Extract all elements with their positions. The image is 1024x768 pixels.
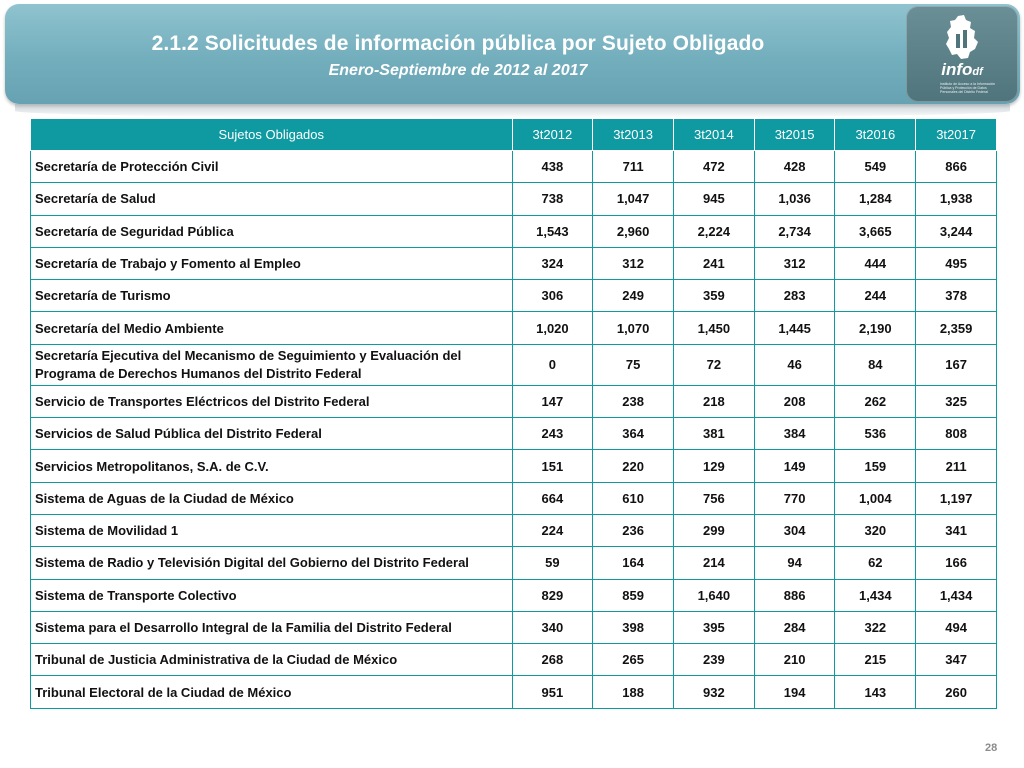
- row-value: 738: [512, 183, 593, 215]
- header-3t2014: 3t2014: [673, 119, 754, 151]
- row-value: 236: [593, 514, 674, 546]
- row-value: 2,190: [835, 312, 916, 344]
- row-value: 2,224: [673, 215, 754, 247]
- row-value: 1,020: [512, 312, 593, 344]
- row-value: 59: [512, 547, 593, 579]
- row-value: 1,070: [593, 312, 674, 344]
- row-value: 341: [916, 514, 997, 546]
- row-label: Servicios de Salud Pública del Distrito Federal: [31, 418, 513, 450]
- row-value: 265: [593, 644, 674, 676]
- row-value: 610: [593, 482, 674, 514]
- row-label: Secretaría Ejecutiva del Mecanismo de Seguimiento y Evaluación del Programa de Derechos Humanos del Distrito Federal: [31, 344, 513, 385]
- row-value: 444: [835, 247, 916, 279]
- row-value: 2,960: [593, 215, 674, 247]
- row-value: 151: [512, 450, 593, 482]
- row-value: 945: [673, 183, 754, 215]
- table-row: [31, 344, 997, 385]
- table-row: [31, 611, 997, 643]
- table-row: [31, 312, 997, 344]
- row-value: 320: [835, 514, 916, 546]
- table-row: [31, 579, 997, 611]
- row-value: 149: [754, 450, 835, 482]
- row-value: 262: [835, 385, 916, 417]
- row-label: Secretaría de Trabajo y Fomento al Empleo: [31, 247, 513, 279]
- table-body: [31, 151, 997, 709]
- row-label: Secretaría de Salud: [31, 183, 513, 215]
- row-value: 1,036: [754, 183, 835, 215]
- row-value: 1,004: [835, 482, 916, 514]
- row-value: 299: [673, 514, 754, 546]
- row-value: 188: [593, 676, 674, 708]
- row-value: 381: [673, 418, 754, 450]
- row-value: 0: [512, 344, 593, 385]
- row-value: 166: [916, 547, 997, 579]
- table-row: [31, 151, 997, 183]
- row-value: 1,640: [673, 579, 754, 611]
- row-value: 147: [512, 385, 593, 417]
- row-value: 210: [754, 644, 835, 676]
- row-label: Sistema de Radio y Televisión Digital del Gobierno del Distrito Federal: [31, 547, 513, 579]
- table-row: [31, 482, 997, 514]
- map-emblem-icon: [944, 14, 980, 60]
- table-row: [31, 676, 997, 708]
- row-value: 359: [673, 280, 754, 312]
- row-value: 322: [835, 611, 916, 643]
- row-value: 1,450: [673, 312, 754, 344]
- page-title: 2.1.2 Solicitudes de información pública por Sujeto Obligado: [151, 32, 765, 55]
- row-value: 325: [916, 385, 997, 417]
- row-value: 215: [835, 644, 916, 676]
- table-row: [31, 183, 997, 215]
- row-value: 398: [593, 611, 674, 643]
- row-value: 164: [593, 547, 674, 579]
- row-value: 2,734: [754, 215, 835, 247]
- row-label: Secretaría de Turismo: [31, 280, 513, 312]
- row-value: 347: [916, 644, 997, 676]
- row-value: 808: [916, 418, 997, 450]
- row-value: 859: [593, 579, 674, 611]
- row-value: 951: [512, 676, 593, 708]
- page-subtitle: Enero-Septiembre de 2012 al 2017: [328, 62, 588, 79]
- row-value: 2,359: [916, 312, 997, 344]
- logo-wordmark: [906, 60, 1018, 80]
- row-value: 238: [593, 385, 674, 417]
- row-value: 1,938: [916, 183, 997, 215]
- row-value: 208: [754, 385, 835, 417]
- row-value: 224: [512, 514, 593, 546]
- header-3t2017: 3t2017: [916, 119, 997, 151]
- table-header-row: [31, 119, 997, 151]
- requests-table: [30, 118, 997, 709]
- row-value: 249: [593, 280, 674, 312]
- row-value: 756: [673, 482, 754, 514]
- page-number: 28: [985, 742, 998, 754]
- table-row: [31, 247, 997, 279]
- row-value: 711: [593, 151, 674, 183]
- row-value: 549: [835, 151, 916, 183]
- header-3t2013: 3t2013: [593, 119, 674, 151]
- row-value: 241: [673, 247, 754, 279]
- logo-superscript: df: [972, 66, 983, 78]
- row-value: 268: [512, 644, 593, 676]
- row-value: 1,434: [916, 579, 997, 611]
- logo-word: info: [941, 60, 973, 79]
- row-value: 770: [754, 482, 835, 514]
- row-value: 1,047: [593, 183, 674, 215]
- header-3t2015: 3t2015: [754, 119, 835, 151]
- row-label: Tribunal Electoral de la Ciudad de México: [31, 676, 513, 708]
- row-value: 1,434: [835, 579, 916, 611]
- row-value: 829: [512, 579, 593, 611]
- row-value: 211: [916, 450, 997, 482]
- row-value: 194: [754, 676, 835, 708]
- banner-shadow: [15, 104, 1010, 118]
- row-value: 159: [835, 450, 916, 482]
- header-3t2016: 3t2016: [835, 119, 916, 151]
- row-label: Sistema de Transporte Colectivo: [31, 579, 513, 611]
- row-value: 218: [673, 385, 754, 417]
- row-value: 304: [754, 514, 835, 546]
- table-row: [31, 547, 997, 579]
- row-value: 167: [916, 344, 997, 385]
- row-value: 260: [916, 676, 997, 708]
- row-label: Sistema de Aguas de la Ciudad de México: [31, 482, 513, 514]
- row-value: 1,197: [916, 482, 997, 514]
- table-row: [31, 514, 997, 546]
- row-value: 1,543: [512, 215, 593, 247]
- infodf-logo: [906, 6, 1018, 102]
- row-label: Tribunal de Justicia Administrativa de la Ciudad de México: [31, 644, 513, 676]
- row-label: Secretaría del Medio Ambiente: [31, 312, 513, 344]
- row-label: Servicio de Transportes Eléctricos del Distrito Federal: [31, 385, 513, 417]
- row-value: 312: [593, 247, 674, 279]
- row-value: 75: [593, 344, 674, 385]
- row-value: 1,284: [835, 183, 916, 215]
- logo-caption: Instituto de Acceso a la Información Pública y Protección de Datos Personales del Distrito Federal: [940, 82, 996, 94]
- row-value: 62: [835, 547, 916, 579]
- row-label: Sistema para el Desarrollo Integral de la Familia del Distrito Federal: [31, 611, 513, 643]
- row-value: 3,244: [916, 215, 997, 247]
- row-value: 428: [754, 151, 835, 183]
- row-label: Sistema de Movilidad 1: [31, 514, 513, 546]
- row-value: 239: [673, 644, 754, 676]
- row-label: Secretaría de Seguridad Pública: [31, 215, 513, 247]
- row-value: 472: [673, 151, 754, 183]
- row-value: 324: [512, 247, 593, 279]
- row-value: 536: [835, 418, 916, 450]
- row-value: 364: [593, 418, 674, 450]
- row-value: 94: [754, 547, 835, 579]
- row-value: 214: [673, 547, 754, 579]
- row-value: 72: [673, 344, 754, 385]
- row-value: 143: [835, 676, 916, 708]
- row-value: 243: [512, 418, 593, 450]
- table-row: [31, 644, 997, 676]
- row-value: 866: [916, 151, 997, 183]
- row-value: 340: [512, 611, 593, 643]
- header-3t2012: 3t2012: [512, 119, 593, 151]
- row-value: 46: [754, 344, 835, 385]
- row-value: 3,665: [835, 215, 916, 247]
- row-value: 886: [754, 579, 835, 611]
- table-row: [31, 215, 997, 247]
- row-value: 395: [673, 611, 754, 643]
- header-sujetos: Sujetos Obligados: [31, 119, 513, 151]
- row-value: 664: [512, 482, 593, 514]
- row-value: 306: [512, 280, 593, 312]
- row-value: 494: [916, 611, 997, 643]
- row-value: 220: [593, 450, 674, 482]
- table-row: [31, 418, 997, 450]
- row-value: 244: [835, 280, 916, 312]
- table-row: [31, 280, 997, 312]
- row-value: 495: [916, 247, 997, 279]
- row-value: 84: [835, 344, 916, 385]
- row-value: 283: [754, 280, 835, 312]
- table-row: [31, 385, 997, 417]
- row-value: 284: [754, 611, 835, 643]
- row-value: 932: [673, 676, 754, 708]
- row-value: 312: [754, 247, 835, 279]
- row-value: 129: [673, 450, 754, 482]
- table-row: [31, 450, 997, 482]
- row-label: Secretaría de Protección Civil: [31, 151, 513, 183]
- row-value: 438: [512, 151, 593, 183]
- row-label: Servicios Metropolitanos, S.A. de C.V.: [31, 450, 513, 482]
- row-value: 1,445: [754, 312, 835, 344]
- row-value: 384: [754, 418, 835, 450]
- row-value: 378: [916, 280, 997, 312]
